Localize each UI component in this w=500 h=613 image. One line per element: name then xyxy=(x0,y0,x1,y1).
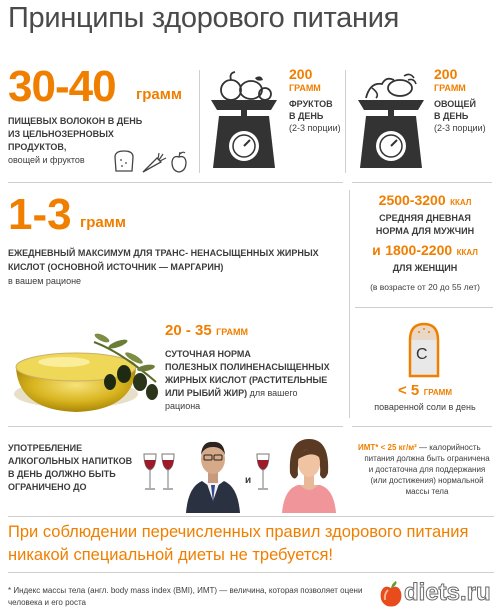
trans-line1: ЕЖЕДНЕВНЫЙ МАКСИМУМ ДЛЯ ТРАНС- НЕНАСЫЩЕННЫХ ЖИРНЫХ xyxy=(8,248,319,258)
page-title: Принципы здорового питания xyxy=(8,2,400,34)
alcohol-and: и xyxy=(245,475,252,486)
pufa-line4b: для вашего xyxy=(249,388,298,398)
watermark xyxy=(378,578,500,610)
vegetables-unit: ГРАММ xyxy=(434,83,466,93)
bread-icon xyxy=(115,151,133,171)
pufa-line4a: ИЛИ РЫБИЙ ЖИР) xyxy=(165,388,248,398)
fiber-block xyxy=(8,62,198,177)
alcohol-text xyxy=(8,442,132,494)
pufa-line5: рациона xyxy=(165,401,201,411)
vegetables-line2: В ДЕНЬ xyxy=(434,111,469,121)
fruits-block xyxy=(205,62,345,177)
alcohol-line4: ОГРАНИЧЕНО ДО xyxy=(8,482,87,492)
apple-icon xyxy=(172,152,186,172)
divider-7 xyxy=(8,426,343,427)
trans-unit: грамм xyxy=(80,214,126,231)
divider-9 xyxy=(8,516,494,517)
divider-6 xyxy=(355,307,493,308)
divider-4 xyxy=(352,182,492,183)
bmi-line2: питания должна быть ограничена xyxy=(364,454,490,463)
footnote xyxy=(8,585,378,609)
scale-fruit-icon xyxy=(205,68,283,172)
salt-letter: С xyxy=(416,346,428,363)
bmi-line5: массы тела xyxy=(405,487,449,496)
conclusion-line2: никакой специальной диеты не требуется! xyxy=(8,546,333,564)
women-calories-line2: (в возрасте от 20 до 55 лет) xyxy=(370,282,480,292)
conclusion-line1: При соблюдении перечисленных правил здорового питания xyxy=(8,523,469,541)
pufa-line1: СУТОЧНАЯ НОРМА xyxy=(165,349,251,359)
conclusion xyxy=(8,521,468,567)
footnote-line2: человека и его роста xyxy=(8,598,86,607)
divider-8 xyxy=(352,426,492,427)
divider-2 xyxy=(345,70,346,173)
calories-and: и xyxy=(372,242,381,258)
divider-10 xyxy=(8,572,494,573)
men-calories-line1: СРЕДНЯЯ ДНЕВНАЯ xyxy=(379,213,471,223)
fruits-line3: (2-3 порции) xyxy=(289,123,341,133)
bmi-block xyxy=(358,442,496,497)
salt-block xyxy=(355,316,495,416)
alcohol-line1: УПОТРЕБЛЕНИЕ xyxy=(8,443,83,453)
women-calories-line1: ДЛЯ ЖЕНЩИН xyxy=(392,263,458,273)
pufa-line3: ЖИРНЫХ КИСЛОТ (РАСТИТЕЛЬНЫЕ xyxy=(165,375,328,385)
pufa-block xyxy=(165,322,345,417)
food-icons xyxy=(113,149,193,175)
apple-logo-icon xyxy=(378,580,404,608)
bmi-line4: (или достижения) нормальной xyxy=(370,476,484,485)
divider-5 xyxy=(349,190,350,418)
calories-block xyxy=(355,192,495,297)
trans-line2: КИСЛОТ (ОСНОВНОЙ ИСТОЧНИК — МАРГАРИН) xyxy=(8,262,224,272)
scale-vegetable-icon xyxy=(352,68,430,172)
fiber-line4: овощей и фруктов xyxy=(8,155,85,165)
women-calories-unit: ККАЛ xyxy=(456,248,478,257)
fruits-amount: 200 xyxy=(289,66,313,82)
men-calories-line2: НОРМА ДЛЯ МУЖЧИН xyxy=(375,226,475,236)
footnote-line1: * Индекс массы тела (англ. body mass index (BMI), ИМТ) — величина, которая позволяет оцени xyxy=(8,586,363,595)
vegetables-amount: 200 xyxy=(434,66,458,82)
bmi-text1: — калорийность xyxy=(416,443,481,452)
vegetables-line3: (2-3 порции) xyxy=(434,123,486,133)
trans-amount: 1-3 xyxy=(8,190,72,239)
wine-glasses-men-icon xyxy=(140,452,180,496)
trans-fat-block xyxy=(8,188,343,296)
pufa-unit: ГРАММ xyxy=(216,327,248,337)
man-figure xyxy=(184,435,242,513)
carrot-icon xyxy=(143,153,166,172)
fiber-amount: 30-40 xyxy=(8,62,116,111)
fiber-line2: ИЗ ЦЕЛЬНОЗЕРНОВЫХ xyxy=(8,129,114,139)
fruits-line1: ФРУКТОВ xyxy=(289,99,333,109)
olive-oil-icon xyxy=(6,312,161,420)
fiber-line3: ПРОДУКТОВ, xyxy=(8,142,67,152)
pufa-line2: ПОЛЕЗНЫХ ПОЛИНЕНАСЫЩЕННЫХ xyxy=(165,362,330,372)
men-calories-unit: ККАЛ xyxy=(450,198,472,207)
salt-amount: < 5 xyxy=(397,382,420,399)
men-calories-amount: 2500-3200 xyxy=(378,192,446,208)
wine-glass-woman-icon xyxy=(254,452,272,496)
vegetables-line1: ОВОЩЕЙ xyxy=(434,99,476,109)
salt-unit: ГРАММ xyxy=(423,388,452,397)
fiber-line1: ПИЩЕВЫХ ВОЛОКОН В ДЕНЬ xyxy=(8,116,143,126)
alcohol-line2: АЛКОГОЛЬНЫХ НАПИТКОВ xyxy=(8,456,133,466)
woman-figure xyxy=(278,435,340,513)
fiber-unit: грамм xyxy=(136,86,182,103)
salt-line1: поваренной соли в день xyxy=(374,402,476,412)
bmi-label: ИМТ* < 25 кг/м² xyxy=(358,443,417,452)
fruits-unit: ГРАММ xyxy=(289,83,321,93)
watermark-text: diets.ru xyxy=(404,579,491,606)
vegetables-block xyxy=(352,62,497,177)
pufa-amount: 20 - 35 xyxy=(165,322,212,339)
bmi-line3: и достаточна для поддержания xyxy=(368,465,486,474)
trans-line3: в вашем рационе xyxy=(8,276,82,286)
women-calories-amount: 1800-2200 xyxy=(385,242,453,258)
alcohol-line3: В ДЕНЬ ДОЛЖНО БЫТЬ xyxy=(8,469,116,479)
fruits-line2: В ДЕНЬ xyxy=(289,111,324,121)
divider-3 xyxy=(8,182,343,183)
divider-1 xyxy=(199,70,200,173)
